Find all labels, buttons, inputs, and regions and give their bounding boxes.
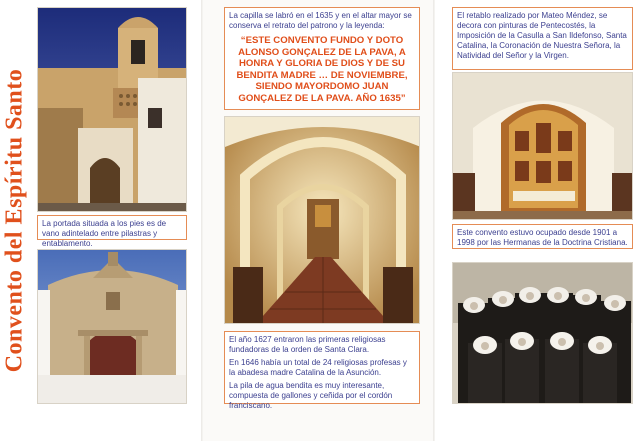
photo-nuns-group — [452, 262, 633, 404]
caption-portada-text: La portada situada a los pies es de vano adintelado entre pilastras y entablamento. — [42, 219, 167, 248]
photo-retablo — [452, 72, 633, 220]
panel-left — [0, 0, 203, 441]
history-paragraph-1: El año 1627 entraron las primeras religiosas fundadoras de la orden de Santa Clara. — [229, 335, 386, 354]
caption-portada — [37, 215, 187, 248]
inscription-quote: “ESTE CONVENTO FUNDO Y DOTO ALONSO GONÇALEZ DE LA PAVA, A HONRA Y GLORIA DE DIOS Y DE SU BENDITA MADRE … DE NOVIEMBRE, SIENDO MAYORDOMO JUAN GONÇALEZ DE LA PAVA. AÑO 1635” — [236, 35, 408, 104]
title-text: Convento del Espíritu Santo — [1, 68, 28, 373]
photo-nave-interior — [224, 116, 420, 324]
photo-facade — [37, 249, 187, 404]
caption-retablo — [452, 7, 633, 70]
photo-bell-tower — [37, 7, 187, 212]
caption-occupation — [452, 224, 633, 249]
panel-right — [435, 0, 640, 441]
history-paragraph-3: La pila de agua bendita es muy interesante, compuesta de gallones y ceñida por el cordón franciscano. — [229, 381, 393, 410]
history-paragraph-2: En 1646 había un total de 24 religiosas profesas y la abadesa madre Catalina de la Asunción. — [229, 358, 407, 377]
panel-center — [203, 0, 435, 441]
inscription-intro: La capilla se labró en el 1635 y en el altar mayor se conserva el retrato del patrono y la leyenda: — [229, 11, 412, 30]
caption-inscription — [224, 7, 420, 110]
retablo-text: El retablo realizado por Mateo Méndez, se decora con pinturas de Pentecostés, la Imposición de la Casulla a San Ildefonso, Santa Catalina, la Coronación de Nuestra Señora, la Natividad del Señor y la Virgen. — [457, 11, 627, 60]
caption-history — [224, 331, 420, 410]
occupation-text: Este convento estuvo ocupado desde 1901 a 1998 por las Hermanas de la Doctrina Cristiana. — [457, 228, 628, 247]
vertical-title — [0, 0, 30, 441]
